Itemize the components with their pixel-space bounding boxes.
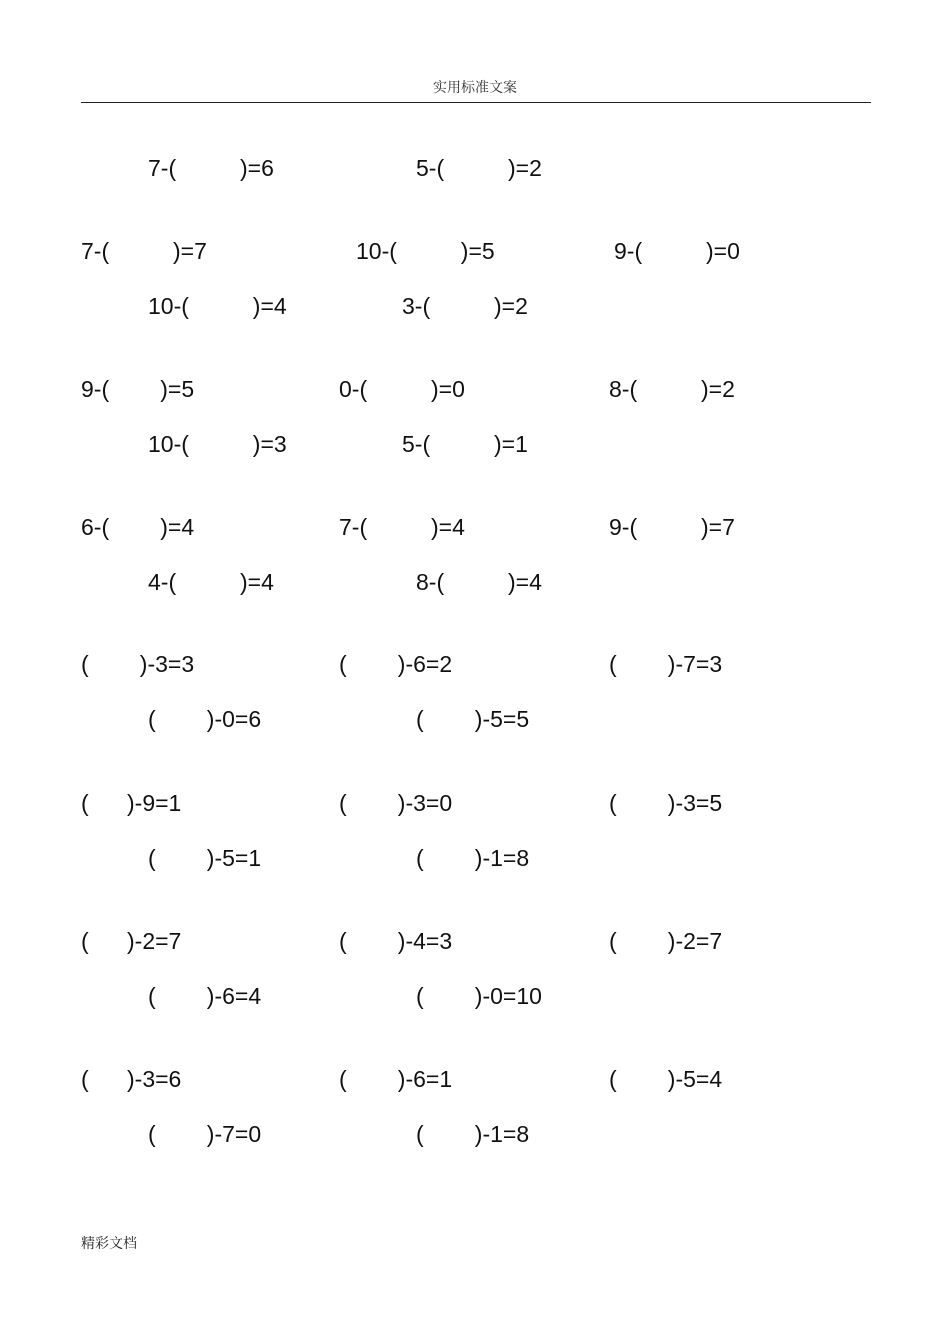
math-problem: ( )-7=3 xyxy=(609,651,723,677)
math-problem: ( )-6=1 xyxy=(339,1066,453,1092)
math-problem: ( )-6=2 xyxy=(339,651,453,677)
math-problem: ( )-2=7 xyxy=(81,928,182,954)
math-problem: ( )-0=10 xyxy=(416,983,542,1009)
math-problem: 8-( )=4 xyxy=(416,569,542,595)
page-header-title: 实用标准文案 xyxy=(433,80,517,96)
math-problem: 0-( )=0 xyxy=(339,376,465,402)
math-problem: 5-( )=2 xyxy=(416,155,542,181)
math-problem: ( )-5=4 xyxy=(609,1066,723,1092)
math-problem: 5-( )=1 xyxy=(402,431,528,457)
math-problem: ( )-0=6 xyxy=(148,706,262,732)
math-problem: ( )-3=3 xyxy=(81,651,195,677)
math-problem: ( )-2=7 xyxy=(609,928,723,954)
math-problem: ( )-3=0 xyxy=(339,790,453,816)
math-problem: 9-( )=7 xyxy=(609,514,735,540)
math-problem: 10-( )=4 xyxy=(148,293,287,319)
math-problem: 3-( )=2 xyxy=(402,293,528,319)
math-problem: 8-( )=2 xyxy=(609,376,735,402)
math-problem: 7-( )=6 xyxy=(148,155,274,181)
math-problem: ( )-4=3 xyxy=(339,928,453,954)
math-problem: 7-( )=7 xyxy=(81,238,207,264)
math-problem: 10-( )=3 xyxy=(148,431,287,457)
math-problem: ( )-9=1 xyxy=(81,790,182,816)
math-problem: ( )-5=5 xyxy=(416,706,530,732)
math-problem: ( )-3=6 xyxy=(81,1066,182,1092)
math-problem: ( )-1=8 xyxy=(416,1121,530,1147)
math-problem: ( )-1=8 xyxy=(416,845,530,871)
math-problem: 4-( )=4 xyxy=(148,569,274,595)
math-problem: 9-( )=5 xyxy=(81,376,195,402)
header-divider xyxy=(81,102,871,103)
page-footer-text: 精彩文档 xyxy=(81,1236,137,1252)
math-problem: 6-( )=4 xyxy=(81,514,195,540)
math-problem: 7-( )=4 xyxy=(339,514,465,540)
math-problem: 10-( )=5 xyxy=(356,238,495,264)
math-problem: ( )-7=0 xyxy=(148,1121,262,1147)
math-problem: ( )-6=4 xyxy=(148,983,262,1009)
math-problem: 9-( )=0 xyxy=(614,238,740,264)
math-problem: ( )-3=5 xyxy=(609,790,723,816)
math-problem: ( )-5=1 xyxy=(148,845,262,871)
